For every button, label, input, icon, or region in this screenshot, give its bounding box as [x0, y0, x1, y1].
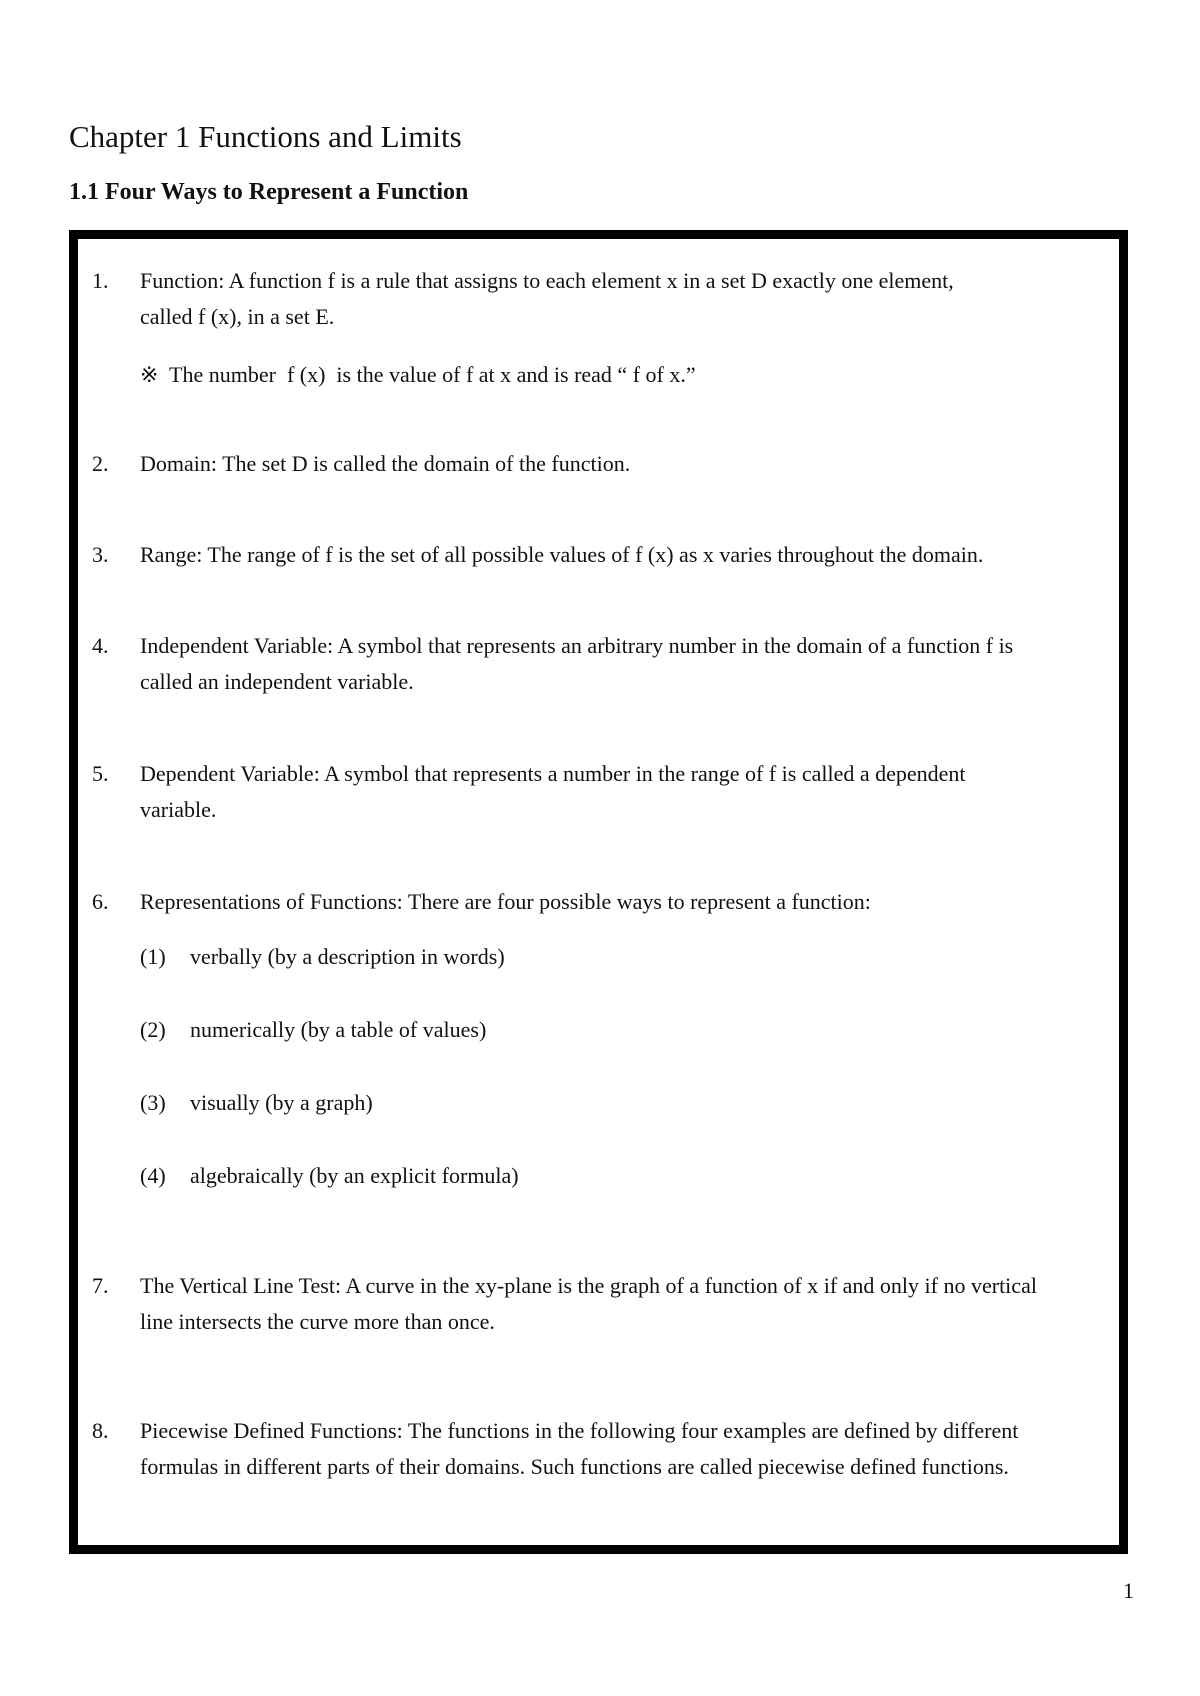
- item-line: Domain: The set D is called the domain of the function.: [140, 451, 631, 476]
- representation-number: (3): [140, 1090, 166, 1115]
- item-line: Range: The range of f is the set of all possible values of f (x) as x varies throughout the domain.: [140, 542, 984, 567]
- item-number: 7.: [92, 1273, 109, 1298]
- representation-label: verbally (by a description in words): [190, 944, 505, 969]
- item-text: [140, 1413, 1111, 1485]
- item-number: 1.: [92, 268, 109, 293]
- function-value-note: ※ The number f (x) is the value of f at x and is read “ f of x.”: [140, 362, 696, 387]
- definitions-box: [69, 230, 1128, 1554]
- item-line: called an independent variable.: [140, 669, 414, 694]
- item-line: variable.: [140, 797, 217, 822]
- item-text: [140, 628, 1111, 700]
- item-number: 2.: [92, 451, 109, 476]
- item-text: [140, 1268, 1111, 1340]
- item-number: 8.: [92, 1418, 109, 1443]
- representation-number: (1): [140, 944, 166, 969]
- item-line: Function: A function f is a rule that assigns to each element x in a set D exactly one element,: [140, 268, 954, 293]
- representation-label: numerically (by a table of values): [190, 1017, 487, 1042]
- item-line: Independent Variable: A symbol that represents an arbitrary number in the domain of a function f is: [140, 633, 1014, 658]
- item-text: [140, 884, 1111, 920]
- item-text: [140, 263, 1111, 335]
- representation-number: (2): [140, 1017, 166, 1042]
- item-text: [140, 446, 1111, 482]
- page-number: 1: [1123, 1578, 1134, 1603]
- representation-item-1: [140, 939, 505, 975]
- item-number: 5.: [92, 761, 109, 786]
- representation-item-3: [140, 1085, 373, 1121]
- section-title: 1.1 Four Ways to Represent a Function: [69, 179, 469, 205]
- item-line: Piecewise Defined Functions: The functions in the following four examples are defined by different: [140, 1418, 1019, 1443]
- item-line: formulas in different parts of their domains. Such functions are called piecewise defined functions.: [140, 1454, 1009, 1479]
- item-number: 3.: [92, 542, 109, 567]
- item-number: 6.: [92, 889, 109, 914]
- item-text: [140, 756, 1111, 828]
- representation-label: visually (by a graph): [190, 1090, 373, 1115]
- item-number: 4.: [92, 633, 109, 658]
- item-line: The Vertical Line Test: A curve in the xy-plane is the graph of a function of x if and only if no vertical: [140, 1273, 1037, 1298]
- item-line: called f (x), in a set E.: [140, 304, 335, 329]
- item-line: Representations of Functions: There are four possible ways to represent a function:: [140, 889, 871, 914]
- representation-label: algebraically (by an explicit formula): [190, 1163, 519, 1188]
- chapter-title: Chapter 1 Functions and Limits: [69, 119, 462, 154]
- representation-item-4: [140, 1158, 519, 1194]
- item-line: line intersects the curve more than once.: [140, 1309, 495, 1334]
- representation-number: (4): [140, 1163, 166, 1188]
- item-text: [140, 537, 1111, 573]
- item-line: Dependent Variable: A symbol that represents a number in the range of f is called a dependent: [140, 761, 966, 786]
- representation-item-2: [140, 1012, 486, 1048]
